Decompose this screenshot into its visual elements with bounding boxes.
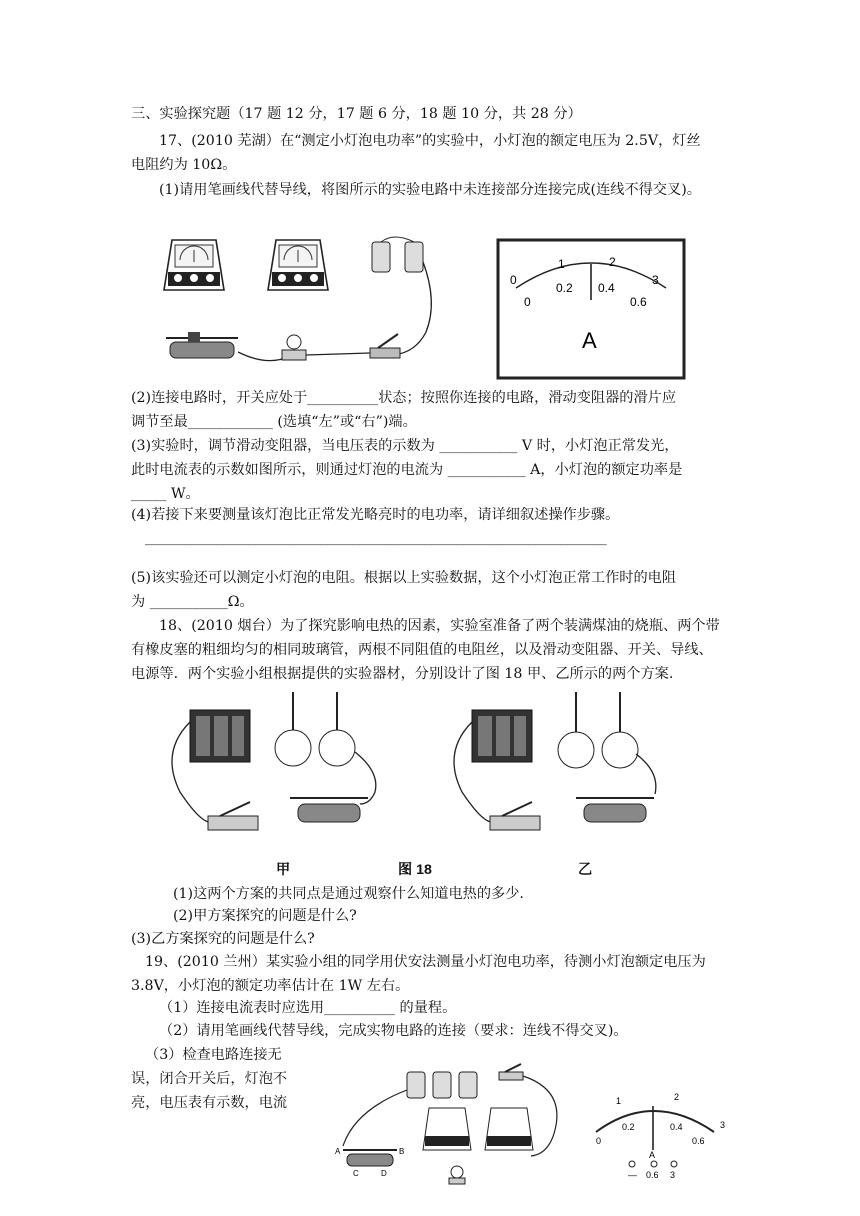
meter-unit: A	[649, 1150, 656, 1160]
scale-bottom-0: 0	[524, 295, 531, 309]
wire	[636, 754, 656, 794]
rheostat-label-a: A	[335, 1147, 341, 1156]
bulb-icon	[282, 335, 306, 360]
q18-stem-line1: 18、(2010 烟台）为了探究影响电热的因素，实验室准备了两个装满煤油的烧瓶、两个带	[159, 618, 720, 634]
wire	[394, 262, 431, 355]
scale-top-2: 2	[674, 1092, 680, 1102]
q17-stem-line2: 电阻约为 10Ω。	[131, 157, 237, 173]
rheostat-device	[290, 798, 368, 822]
q19-part3-line3: 亮，电压表有示数，电流	[131, 1095, 288, 1111]
scale-bottom-1: 0.2	[556, 281, 573, 295]
terminal-icon	[671, 1161, 677, 1167]
q17-part4-answer-line: _______________________________________________________________________	[145, 530, 607, 546]
scale-top-1: 1	[558, 257, 565, 271]
ammeter-device	[485, 1108, 533, 1150]
terminal-label-3: 3	[670, 1170, 676, 1180]
flask	[558, 692, 638, 768]
rheostat-device	[335, 1147, 404, 1178]
q17-stem-line1: 17、(2010 芜湖）在“测定小灯泡电功率”的实验中，小灯泡的额定电压为 2.5V，灯丝	[159, 133, 701, 149]
q17-part4: (4)若接下来要测量该灯泡比正常发光略亮时的电功率，请详细叙述操作步骤。	[131, 507, 620, 523]
flask	[275, 692, 355, 766]
q17-part5-line1: (5)该实验还可以测定小灯泡的电阻。根据以上实验数据，这个小灯泡正常工作时的电阻	[131, 570, 677, 586]
q17-part3-line3: _____ W。	[131, 486, 200, 502]
q17-part1: (1)请用笔画线代替导线，将图所示的实验电路中未连接部分连接完成(连线不得交叉)。	[159, 182, 701, 198]
scale-bottom-2: 0.4	[598, 281, 615, 295]
scale-bottom-0: 0	[596, 1136, 602, 1146]
q17-part3-line2: 此时电流表的示数如图所示，则通过灯泡的电流为 ___________ A，小灯泡的额定功率是	[131, 462, 683, 478]
fig18-caption: 图 18	[398, 862, 432, 878]
q17-part2-line1: (2)连接电路时，开关应处于__________状态；按照你连接的电路，滑动变阻器的滑片应	[131, 390, 677, 406]
terminal-label-0-6: 0.6	[646, 1170, 659, 1180]
q19-part3-line2: 误，闭合开关后，灯泡不	[131, 1071, 288, 1087]
rheostat-label-c: C	[353, 1169, 359, 1178]
q17-part5-line2: 为 ___________Ω。	[131, 594, 254, 610]
q17-circuit-figure	[158, 222, 704, 382]
scale-bottom-3: 0.6	[692, 1136, 705, 1146]
wire	[306, 353, 370, 355]
battery-box	[190, 710, 250, 762]
rheostat-label-d: D	[381, 1169, 387, 1178]
q19-stem-line2: 3.8V，小灯泡的额定功率估计在 1W 左右。	[131, 978, 410, 994]
scale-top-2: 2	[609, 255, 616, 269]
wire	[355, 752, 376, 804]
rheostat-device	[166, 332, 238, 358]
scale-bottom-2: 0.4	[670, 1122, 683, 1132]
ammeter-device	[164, 240, 224, 290]
switch-icon	[499, 1064, 523, 1080]
section-heading: 三、实验探究题（17 题 12 分，17 题 6 分，18 题 10 分，共 28 分）	[131, 106, 582, 122]
meter-unit: A	[582, 328, 597, 353]
q18-question1: (1)这两个方案的共同点是通过观察什么知道电热的多少.	[173, 886, 524, 902]
scale-top-0: 0	[510, 273, 517, 287]
q18-question3: (3)乙方案探究的问题是什么?	[131, 931, 315, 947]
switch-icon	[208, 802, 258, 830]
terminal-label-minus: —	[628, 1170, 637, 1180]
rheostat-label-b: B	[399, 1147, 405, 1156]
bulb-icon	[449, 1166, 465, 1184]
scale-bottom-3: 0.6	[630, 295, 647, 309]
q18-stem-line3: 电源等．两个实验小组根据提供的实验器材，分别设计了图 18 甲、乙所示的两个方案.	[131, 666, 674, 682]
rheostat-device	[576, 798, 654, 822]
q17-part2-line2: 调节至最____________ (选填“左”或“右”)端。	[131, 414, 417, 430]
voltmeter-device	[268, 240, 328, 290]
terminal-icon	[651, 1161, 657, 1167]
scale-top-3: 3	[652, 273, 659, 287]
wire	[343, 1090, 407, 1146]
switch-icon	[370, 334, 400, 358]
terminal-icon	[629, 1161, 635, 1167]
q19-part2: （2）请用笔画线代替导线，完成实物电路的连接（要求：连线不得交叉)。	[159, 1023, 628, 1039]
scale-top-3: 3	[720, 1120, 726, 1130]
q17-part3-line1: (3)实验时，调节滑动变阻器，当电压表的示数为 ___________ V 时，小灯泡正常发光，	[131, 438, 679, 454]
voltmeter-device	[423, 1108, 471, 1150]
battery-box	[472, 710, 532, 762]
q18-figure-18	[160, 692, 680, 854]
battery-cells	[372, 237, 423, 272]
q18-question2: (2)甲方案探究的问题是什么?	[173, 908, 357, 924]
fig18-label-jia: 甲	[276, 862, 291, 878]
scale-bottom-1: 0.2	[622, 1122, 635, 1132]
q19-ammeter-dial	[588, 1090, 738, 1182]
q19-circuit-figure	[325, 1050, 585, 1190]
ammeter-dial-figure	[498, 240, 684, 378]
q18-stem-line2: 有橡皮塞的粗细均匀的相同玻璃管，两根不同阻值的电阻丝，以及滑动变阻器、开关、导线、	[131, 642, 713, 658]
q19-part3-line1: （3）检查电路连接无	[145, 1047, 282, 1063]
q19-part1: （1）连接电流表时应选用__________ 的量程。	[159, 1000, 457, 1016]
fig18-label-yi: 乙	[578, 862, 593, 878]
battery-cells	[407, 1072, 477, 1098]
q19-stem-line1: 19、(2010 兰州）某实验小组的同学用伏安法测量小灯泡电功率，待测小灯泡额定电压为	[145, 954, 706, 970]
scale-top-1: 1	[616, 1096, 622, 1106]
switch-icon	[490, 802, 540, 830]
